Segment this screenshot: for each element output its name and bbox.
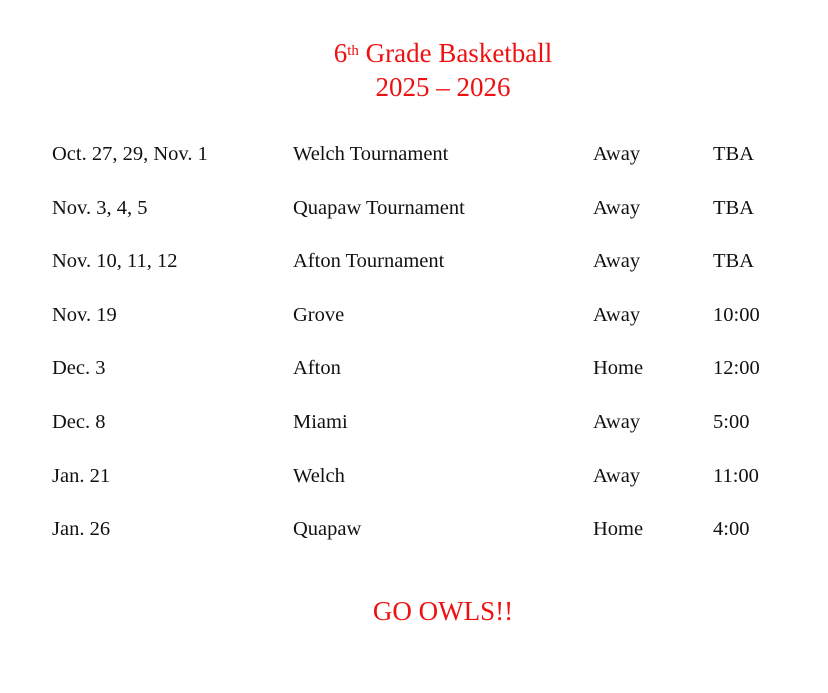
game-date: Nov. 10, 11, 12 [52,250,178,273]
game-opponent: Miami [293,410,348,433]
game-date: Nov. 3, 4, 5 [52,196,148,219]
game-time: TBA [713,196,754,219]
game-time: 5:00 [713,410,750,433]
game-location: Away [593,196,641,219]
game-opponent: Afton [293,357,341,380]
schedule-row [0,456,828,510]
schedule-row [0,348,828,402]
game-date: Oct. 27, 29, Nov. 1 [52,143,208,165]
game-time: 4:00 [713,518,750,541]
game-date: Jan. 21 [52,464,111,487]
game-date: Jan. 26 [52,518,111,541]
schedule-row [0,241,828,295]
schedule-list [0,134,828,563]
grade-suffix: th [347,43,359,59]
game-location: Away [593,410,641,433]
document-header [0,36,828,104]
game-opponent: Welch [293,464,345,487]
game-opponent: Quapaw [293,518,362,541]
slogan: GO OWLS!! [372,596,514,626]
schedule-row [0,134,828,188]
schedule-row [0,509,828,563]
page-title [0,36,828,70]
game-opponent: Grove [293,303,345,326]
game-date: Dec. 3 [52,357,106,380]
game-time: 10:00 [713,303,760,326]
game-time: TBA [713,250,754,273]
game-location: Away [593,303,641,326]
game-date: Dec. 8 [52,410,106,433]
game-location: Away [593,464,641,487]
game-time: 11:00 [713,464,759,487]
grade-number: 6 [333,38,348,68]
game-location: Home [593,518,644,541]
schedule-row [0,402,828,456]
game-time: TBA [713,143,754,165]
schedule-row [0,295,828,349]
schedule-row [0,188,828,242]
game-location: Away [593,250,641,273]
season-years: 2025 – 2026 [375,72,511,102]
title-text: Grade Basketball [358,38,553,68]
game-opponent: Quapaw Tournament [293,196,465,219]
game-location: Home [593,357,644,380]
game-time: 12:00 [713,357,760,380]
game-opponent: Afton Tournament [293,250,445,273]
game-opponent: Welch Tournament [293,143,449,165]
game-date: Nov. 19 [52,303,117,326]
game-location: Away [593,143,641,165]
